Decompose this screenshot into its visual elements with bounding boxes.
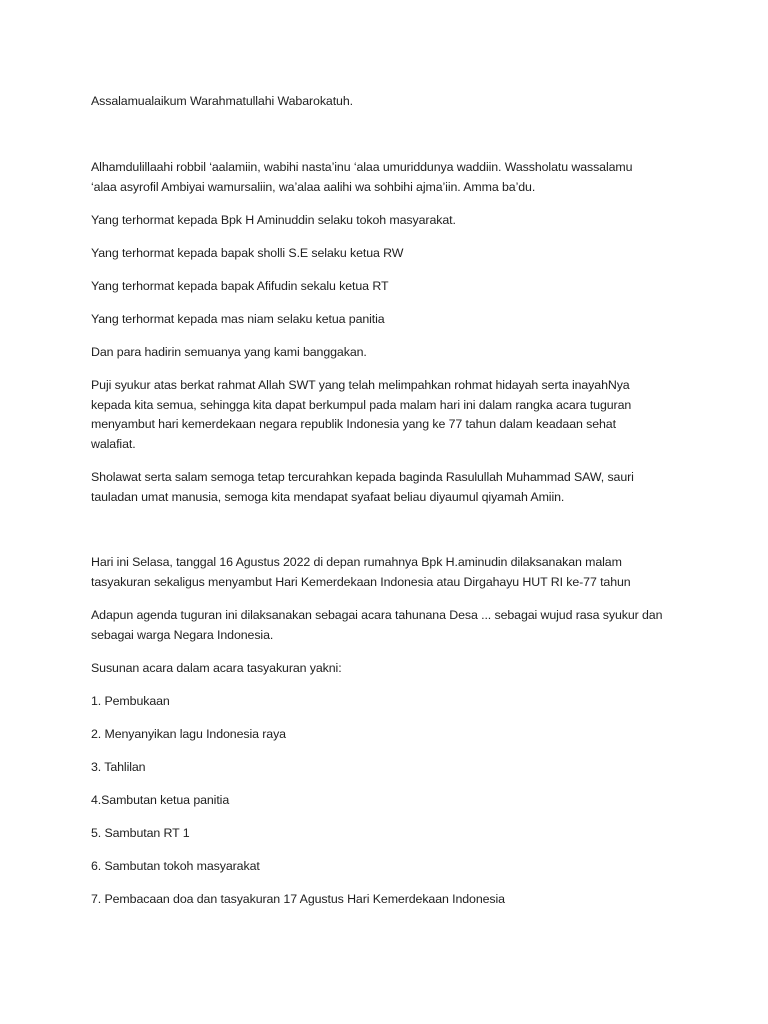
- gratitude-paragraph: [91, 376, 691, 454]
- program-item-text: 5. Sambutan RT 1: [91, 826, 190, 840]
- program-item: [91, 857, 691, 877]
- event-line: tasyakuran sekaligus menyambut Hari Kemerdekaan Indonesia atau Dirgahayu HUT RI ke-77 tahun: [91, 574, 631, 589]
- honorific-paragraph: [91, 277, 691, 297]
- agenda-intro-line: sebagai warga Negara Indonesia.: [91, 627, 274, 642]
- program-heading: [91, 659, 691, 679]
- greeting-paragraph: [91, 92, 691, 112]
- gratitude-line: kepada kita semua, sehingga kita dapat berkumpul pada malam hari ini dalam rangka acara tuguran: [91, 397, 632, 412]
- opening-line: Alhamdulillaahi robbil ‘aalamiin, wabihi nasta’inu ‘alaa umuriddunya waddiin. Wassholatu wassalamu: [91, 160, 633, 174]
- program-item-text: 6. Sambutan tokoh masyarakat: [91, 859, 260, 873]
- program-item: [91, 824, 691, 844]
- greeting-line: Assalamualaikum Warahmatullahi Wabarokatuh.: [91, 94, 353, 108]
- honorific-paragraph: [91, 310, 691, 330]
- sholawat-line: Sholawat serta salam semoga tetap tercurahkan kepada baginda Rasulullah Muhammad SAW, sauri: [91, 470, 634, 484]
- honorific-line: Yang terhormat kepada bapak sholli S.E selaku ketua RW: [91, 246, 404, 260]
- opening-paragraph: [91, 158, 691, 197]
- agenda-intro-paragraph: [91, 606, 691, 645]
- program-item-text: 4.Sambutan ketua panitia: [91, 793, 230, 807]
- program-item: [91, 725, 691, 745]
- sholawat-line: tauladan umat manusia, semoga kita mendapat syafaat beliau diyaumul qiyamah Amiin.: [91, 489, 565, 504]
- event-paragraph: [91, 553, 691, 592]
- program-item: [91, 692, 691, 712]
- program-item-text: 3. Tahlilan: [91, 760, 146, 774]
- honorific-paragraph: [91, 211, 691, 231]
- honorific-paragraph: [91, 343, 691, 363]
- program-heading-line: Susunan acara dalam acara tasyakuran yakni:: [91, 661, 342, 675]
- program-item-text: 2. Menyanyikan lagu Indonesia raya: [91, 727, 286, 741]
- gratitude-line: walafiat.: [91, 436, 136, 451]
- sholawat-paragraph: [91, 468, 691, 507]
- program-item-text: 1. Pembukaan: [91, 694, 170, 708]
- program-item: [91, 890, 691, 910]
- agenda-intro-line: Adapun agenda tuguran ini dilaksanakan sebagai acara tahunana Desa ... sebagai wujud rasa syukur dan: [91, 608, 663, 622]
- event-line: Hari ini Selasa, tanggal 16 Agustus 2022 di depan rumahnya Bpk H.aminudin dilaksanakan malam: [91, 555, 622, 569]
- honorific-line: Yang terhormat kepada Bpk H Aminuddin selaku tokoh masyarakat.: [91, 213, 456, 227]
- program-item-text: 7. Pembacaan doa dan tasyakuran 17 Agustus Hari Kemerdekaan Indonesia: [91, 892, 505, 906]
- program-item: [91, 791, 691, 811]
- honorific-line: Dan para hadirin semuanya yang kami banggakan.: [91, 345, 367, 359]
- gratitude-line: Puji syukur atas berkat rahmat Allah SWT yang telah melimpahkan rohmat hidayah serta inayahNya: [91, 378, 630, 392]
- honorific-paragraph: [91, 244, 691, 264]
- honorific-line: Yang terhormat kepada bapak Afifudin sekalu ketua RT: [91, 279, 389, 293]
- program-item: [91, 758, 691, 778]
- gratitude-line: menyambut hari kemerdekaan negara republik Indonesia yang ke 77 tahun dalam keadaan sehat: [91, 417, 616, 431]
- honorific-line: Yang terhormat kepada mas niam selaku ketua panitia: [91, 312, 385, 326]
- opening-line: ‘alaa asyrofil Ambiyai wamursaliin, wa’alaa aalihi wa sohbihi ajma’iin. Amma ba’du.: [91, 179, 536, 194]
